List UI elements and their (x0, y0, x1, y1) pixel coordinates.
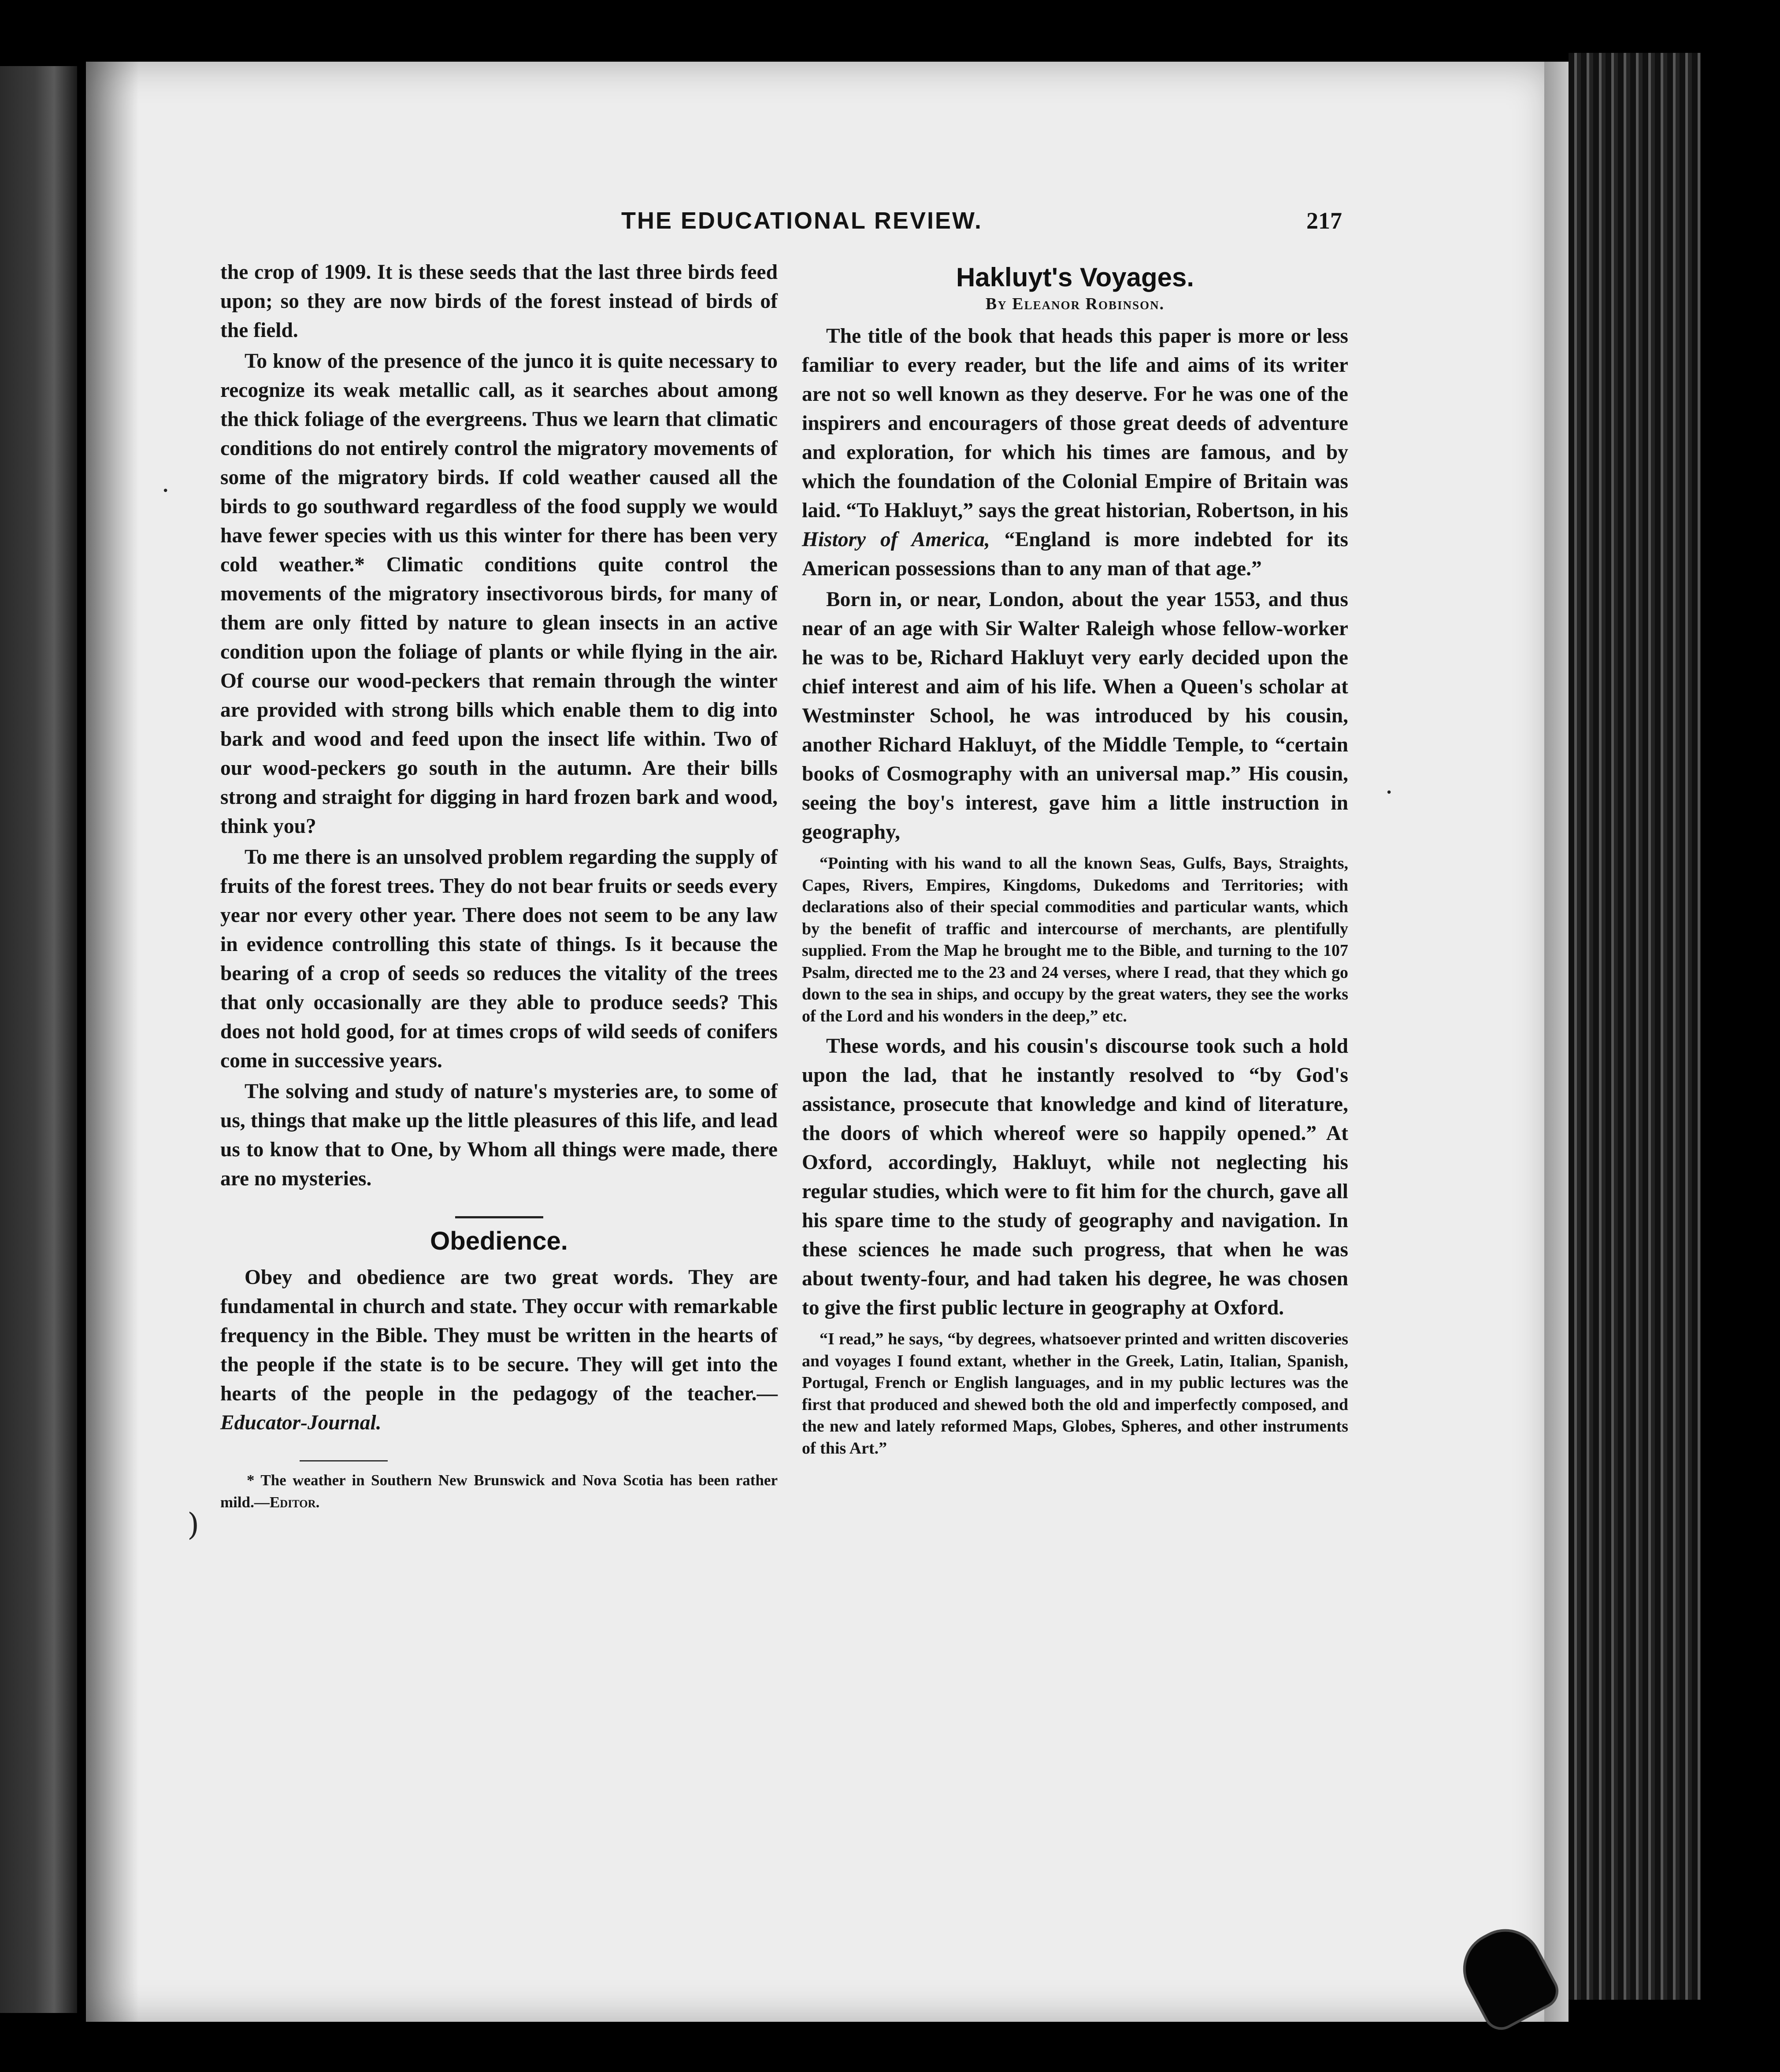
stray-dot-mark: • (162, 485, 169, 498)
obedience-source: Educator-Journal. (220, 1411, 382, 1434)
right-column (802, 258, 1348, 1464)
paragraph: To me there is an unsolved problem regarding the supply of fruits of the forest trees. They do not bear fruits or seeds every year nor every other year. There does not seem to be any law in evidence controlling this state of things. Is it because the bearing of a crop of seeds so reduces the vitality of the trees that only occasionally are they able to produce seeds? This does not hold good, for at times crops of wild seeds of conifers come in successive years. (220, 846, 778, 1072)
footnote-text: * The weather in Southern New Brunswick and Nova Scotia has been rather mild.— (220, 1472, 778, 1511)
paragraph: the crop of 1909. It is these seeds that the last three birds feed upon; so they are now birds of the forest instead of birds of the field. (220, 261, 778, 342)
page-stack-edges (1569, 53, 1701, 2000)
paragraph-text: The title of the book that heads this paper is more or less familiar to every reader, but the life and aims of its writer are not so well known as they deserve. For he was one of the inspirers and encouragers of those great deeds of adventure and exploration, for which his times are famous, and by which the foundation of the Colonial Empire of Britain was laid. “To Hakluyt,” says the great historian, Robertson, in his (802, 325, 1348, 522)
page-right-edge (1544, 62, 1569, 2022)
section-divider (455, 1216, 543, 1218)
page-number: 217 (1306, 207, 1342, 234)
margin-pencil-mark: ) (187, 1506, 200, 1543)
paragraph-text: “England is more indebted for its American possessions than to any man of that age.” (802, 528, 1348, 580)
block-quote: “Pointing with his wand to all the known Seas, Gulfs, Bays, Straights, Capes, Rivers, Empires, Kingdoms, Dukedoms and Territories; with declarations also of their special commodities and particular wants, which by the benefit of traffic and intercourse of merchants, are plentifully supplied. From the Map he brought me to the Bible, and turning to the 107 Psalm, directed me to the 23 and 24 verses, where I read, that they which go down to the sea in ships, and occupy by the great waters, they see the works of the Lord and his wonders in the deep,” etc. (802, 854, 1348, 1025)
obedience-paragraph (220, 1263, 778, 1437)
obedience-heading: Obedience. (430, 1227, 568, 1255)
obedience-text: Obey and obedience are two great words. They are fundamental in church and state. They occur with remarkable frequency in the Bible. They must be written in the hearts of the people if the state is to be secure. They will get into the hearts of the people in the pedagogy of the teacher.— (220, 1266, 778, 1405)
paragraph: Born in, or near, London, about the year 1553, and thus near of an age with Sir Walter Raleigh whose fellow-worker he was to be, Richard Hakluyt very early decided upon the chief interest and aim of his life. When a Queen's scholar at Westminster School, he was introduced by his cousin, another Richard Hakluyt, of the Middle Temple, to “certain books of Cosmography with an universal map.” His cousin, seeing the boy's interest, gave him a little instruction in geography, (802, 588, 1348, 844)
footnote-editor: Editor. (269, 1494, 320, 1511)
footnote (220, 1469, 778, 1513)
left-column (220, 258, 778, 1513)
paragraph: These words, and his cousin's discourse took such a hold upon the lad, that he instantly resolved to “by God's assistance, prosecute that knowledge and kind of literature, the doors of which whereof were so happily opened.” At Oxford, accordingly, Hakluyt, while not neglecting his regular studies, which were to fit him for the church, gave all his spare time to the study of geography and navigation. In these sciences he made such progress, that when he was about twenty-four, and had taken his degree, he was chosen to give the first public lecture in geography at Oxford. (802, 1035, 1348, 1319)
block-quote: “I read,” he says, “by degrees, whatsoever printed and written discoveries and voyages I found extant, whether in the Greek, Latin, Italian, Spanish, Portugal, French or English languages, and in my public lectures was the first that produced and shewed both the old and imperfectly composed, and the new and lately reformed Maps, Globes, Spheres, and other instruments of this Art.” (802, 1330, 1348, 1458)
running-head: THE EDUCATIONAL REVIEW. (621, 207, 983, 234)
stray-dot-mark: • (1386, 786, 1393, 799)
footnote-rule (300, 1460, 388, 1462)
facing-page-edge (0, 66, 77, 2013)
paragraph (802, 322, 1348, 583)
article-title: Hakluyt's Voyages. (956, 263, 1194, 292)
spine-shadow (86, 62, 139, 2022)
paragraph: To know of the presence of the junco it is quite necessary to recognize its weak metallic call, as it searches about among the thick foliage of the evergreens. Thus we learn that climatic conditions do not entirely control the migratory movements of some of the migratory birds. If cold weather caused all the birds to go southward regardless of the food supply we would have fewer species with us this winter for there has been very cold weather.* Climatic conditions quite control the movements of the migratory insectivorous birds, for many of them are only fitted by nature to glean insects in an active condition upon the foliage of plants or while flying in the air. Of course our wood-peckers that remain through the winter are provided with strong bills which enable them to dig into bark and wood and feed upon the insect life within. Two of our wood-peckers go south in the autumn. Are their bills strong and straight for digging in hard frozen bark and wood, think you? (220, 350, 778, 838)
book-title: History of America, (802, 528, 990, 551)
byline: By Eleanor Robinson. (985, 295, 1165, 313)
paragraph: The solving and study of nature's mysteries are, to some of us, things that make up the little pleasures of this life, and lead us to know that to One, by Whom all things were made, there are no mysteries. (220, 1080, 778, 1190)
